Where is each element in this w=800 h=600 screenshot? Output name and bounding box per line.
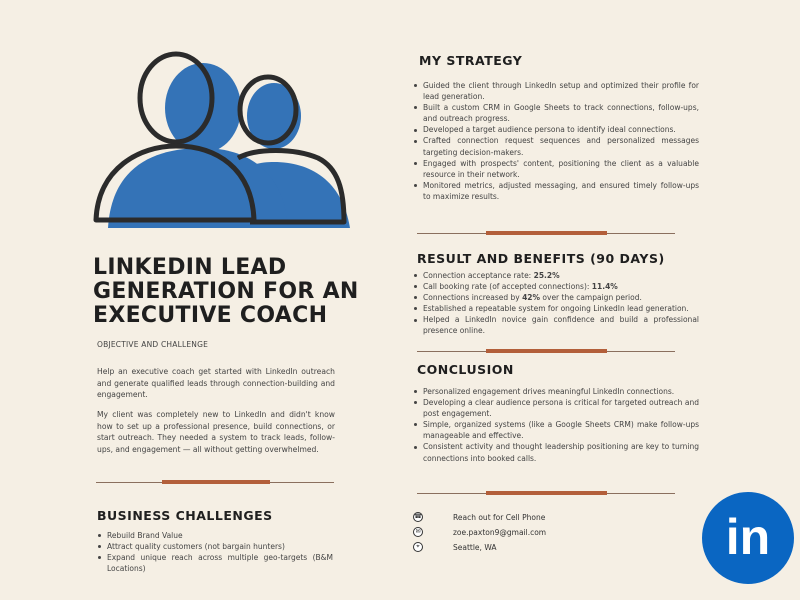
list-item: Connections increased by 42% over the campaign period. — [413, 292, 699, 303]
list-item: Simple, organized systems (like a Google Sheets CRM) make follow-ups manageable and effective. — [413, 419, 699, 441]
section-divider — [417, 349, 675, 353]
contact-email-text[interactable]: zoe.paxton9@gmail.com — [453, 528, 547, 537]
title-line: GENERATION FOR AN — [93, 279, 359, 304]
phone-icon: ☎ — [414, 513, 422, 520]
list-item: Attract quality customers (not bargain hunters) — [97, 541, 333, 552]
contact-phone-text: Reach out for Cell Phone — [453, 513, 546, 522]
strategy-list — [413, 80, 699, 202]
list-item: Personalized engagement drives meaningful LinkedIn connections. — [413, 386, 699, 397]
contact-location-text: Seattle, WA — [453, 543, 497, 552]
linkedin-logo-icon[interactable] — [700, 490, 796, 586]
list-item: Monitored metrics, adjusted messaging, and ensured timely follow-ups to maximize results. — [413, 180, 699, 202]
results-list — [413, 270, 699, 337]
section-divider — [417, 231, 675, 235]
linkedin-logo-text: in — [725, 509, 771, 565]
list-item: Guided the client through LinkedIn setup and optimized their profile for lead generation. — [413, 80, 699, 102]
challenge-paragraph: My client was completely new to LinkedIn and didn't know how to set up a professional presence, build connections, or start outreach. They needed a system to track leads, follow-ups, and engagement — all without getting overwhelmed. — [97, 410, 335, 454]
list-item: Crafted connection request sequences and personalized messages targeting decision-makers. — [413, 135, 699, 157]
title-line: LINKEDIN LEAD — [93, 255, 287, 280]
list-item: Connection acceptance rate: 25.2% — [413, 270, 699, 281]
strategy-heading: MY STRATEGY — [419, 53, 523, 68]
section-divider — [96, 480, 334, 484]
list-item: Call booking rate (of accepted connections): 11.4% — [413, 281, 699, 292]
list-item: Developing a clear audience persona is critical for targeted outreach and post engagement. — [413, 397, 699, 419]
list-item: Established a repeatable system for ongoing LinkedIn lead generation. — [413, 303, 699, 314]
contact-location — [413, 542, 613, 554]
contact-phone — [413, 512, 613, 524]
list-item: Expand unique reach across multiple geo-targets (B&M Locations) — [97, 552, 333, 574]
objective-label: OBJECTIVE AND CHALLENGE — [97, 340, 209, 349]
business-challenges-list — [97, 530, 333, 574]
location-pin-icon: ⌖ — [413, 542, 423, 552]
list-item: Consistent activity and thought leadership positioning are key to turning connections into booked calls. — [413, 441, 699, 463]
business-challenges-heading: BUSINESS CHALLENGES — [97, 508, 273, 523]
list-item: Helped a LinkedIn novice gain confidence and build a professional presence online. — [413, 314, 699, 336]
list-item: Engaged with prospects' content, positioning the client as a valuable resource in their network. — [413, 158, 699, 180]
conclusion-list — [413, 386, 699, 464]
objective-paragraph: Help an executive coach get started with LinkedIn outreach and generate qualified leads through connection-building and engagement. — [97, 367, 335, 400]
title-line: EXECUTIVE COACH — [93, 303, 328, 328]
contact-email[interactable] — [413, 527, 613, 539]
list-item: Rebuild Brand Value — [97, 530, 333, 541]
section-divider — [417, 491, 675, 495]
email-icon: ✉ — [413, 527, 423, 537]
results-heading: RESULT AND BENEFITS (90 DAYS) — [417, 251, 665, 266]
page-title — [93, 256, 383, 328]
people-group-icon — [88, 50, 358, 235]
conclusion-heading: CONCLUSION — [417, 362, 514, 377]
list-item: Built a custom CRM in Google Sheets to track connections, follow-ups, and outreach progress. — [413, 102, 699, 124]
list-item: Developed a target audience persona to identify ideal connections. — [413, 124, 699, 135]
